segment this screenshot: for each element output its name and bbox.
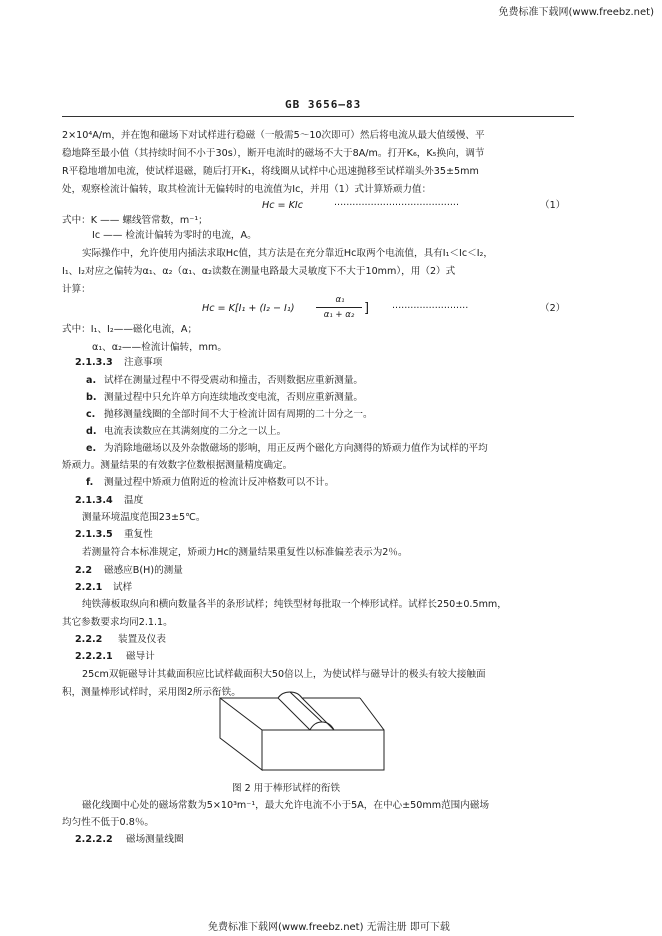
formula-1: Hc = KIc (262, 200, 304, 211)
section-221-line1: 纯铁薄板取纵向和横向数量各半的条形试样；纯铁型材每批取一个棒形试样。试样长250±0.5mm， (82, 599, 507, 610)
section-2135-number: 2.1.3.5 (75, 529, 113, 540)
note-f-text: 测量过程中矫顽力值附近的检流计反冲格数可以不计。 (104, 477, 335, 488)
formula-2-dots: ························· (392, 303, 469, 314)
para3-line2: 均匀性不低于0.8％。 (62, 817, 155, 828)
formula-2-numerator: α₁ (335, 295, 345, 305)
armature-top-right-edge (360, 698, 384, 730)
formula-2-close: ] (364, 301, 370, 316)
note-e-label: e. (86, 443, 97, 454)
note-e-text: 为消除地磁场以及外杂散磁场的影响，用正反两个磁化方向测得的矫顽力值作为试样的平均 (104, 443, 488, 454)
watermark-bottom: 免费标准下载网(www.freebz.net) 无需注册 即可下载 (208, 922, 450, 933)
note-d-label: d. (86, 426, 97, 437)
section-221-title: 试样 (113, 582, 133, 593)
section-2133-title: 注意事项 (124, 357, 163, 368)
section-221-number: 2.2.1 (75, 582, 103, 593)
para1-line3: R平稳地增加电流，使试样退磁，随后打开K₁，将线圈从试样中心迅速抛移至试样端头外35±5mm (62, 166, 479, 177)
note-e-continued: 矫顽力。测量结果的有效数字位数根据测量精度确定。 (62, 460, 293, 471)
formula-2-lhs: Hc = K[I₁ + (I₂ − I₁) (202, 303, 295, 314)
note-a-text: 试样在测量过程中不得受震动和撞击，否则数据应重新测量。 (104, 375, 364, 386)
para2-line1: 实际操作中，允许使用内插法求取Hc值，其方法是在充分靠近Hc取两个电流值，具有I₁＜Ic＜I₂， (82, 248, 493, 259)
where-2b: α₁、α₂——检流计偏转，mm。 (92, 342, 227, 353)
section-222-number: 2.2.2 (75, 634, 103, 645)
armature-groove-line-2 (302, 698, 334, 730)
para1-line2: 稳地降至最小值（其持续时间不小于30s），断开电流时的磁场不大于8A/m。打开K₆，K₅换向，调节 (62, 148, 485, 159)
para1-line1: 2×10⁴A/m，并在饱和磁场下对试样进行稳磁（一般需5～10次即可）然后将电流从最大值缓慢、平 (62, 130, 485, 141)
note-d-text: 电流表读数应在其满刻度的二分之一以上。 (104, 426, 287, 437)
section-22-title: 磁感应B(H)的测量 (104, 565, 183, 576)
where-2: 式中：I₁、I₂——磁化电流，A； (62, 324, 198, 335)
section-2221-line1: 25cm双轭磁导计其截面积应比试样截面积大50倍以上，为使试样与磁导计的极头有较大接触面 (82, 669, 486, 680)
para3-line1: 磁化线圈中心处的磁场常数为5×10³m⁻¹，最大允许电流不小于5A，在中心±50mm范围内磁场 (82, 800, 490, 811)
armature-side-face (220, 698, 262, 770)
note-b-label: b. (86, 392, 97, 403)
note-c-text: 抛移测量线圈的全部时间不大于检流计固有周期的二十分之一。 (104, 409, 373, 420)
where-1b: Ic —— 检流计偏转为零时的电流，A。 (92, 230, 257, 241)
para2-line3: 计算： (62, 284, 91, 295)
armature-front-face (262, 730, 384, 770)
header-rule (62, 116, 574, 117)
armature-groove-line-1 (278, 698, 310, 730)
section-221-line2: 其它参数要求均同2.1.1。 (62, 617, 173, 628)
armature-figure (210, 688, 400, 776)
para2-line2: I₁、I₂对应之偏转为α₁、α₂（α₁、α₂读数在测量电路最大灵敏度下不大于10mm），用（2）式 (62, 266, 456, 277)
section-2133-number: 2.1.3.3 (75, 357, 113, 368)
watermark-top: 免费标准下载网(www.freebz.net) (498, 7, 654, 18)
where-1: 式中：K —— 螺线管常数，m⁻¹； (62, 215, 208, 226)
note-b-text: 测量过程中只允许单方向连续地改变电流，否则应重新测量。 (104, 392, 364, 403)
section-2221-line2: 积，测量棒形试样时，采用图2所示衔铁。 (62, 687, 241, 698)
section-22-number: 2.2 (75, 565, 92, 576)
section-222-title: 装置及仪表 (118, 634, 166, 645)
note-c-label: c. (86, 409, 96, 420)
note-a-label: a. (86, 375, 97, 386)
section-2134-text: 测量环境温度范围23±5℃。 (82, 512, 206, 523)
page-header: GB 3656—83 (285, 98, 362, 111)
section-2221-number: 2.2.2.1 (75, 651, 113, 662)
formula-2-denominator: α₁ + α₂ (323, 310, 355, 320)
formula-1-number: （1） (540, 200, 566, 211)
formula-2-number: （2） (540, 303, 566, 314)
formula-1-dots: ········································· (334, 200, 460, 211)
section-2135-text: 若测量符合本标准规定，矫顽力Hc的测量结果重复性以标准偏差表示为2％。 (82, 547, 408, 558)
section-2134-number: 2.1.3.4 (75, 495, 113, 506)
armature-groove-line-3 (290, 692, 322, 722)
figure-caption: 图 2 用于棒形试样的衔铁 (232, 783, 341, 794)
section-2222-title: 磁场测量线圈 (126, 834, 184, 845)
note-f-label: f. (86, 477, 94, 488)
section-2222-number: 2.2.2.2 (75, 834, 113, 845)
fraction-bar (316, 307, 362, 308)
section-2134-title: 温度 (124, 495, 144, 506)
para1-line4: 处，观察检流计偏转，取其检流计无偏转时的电流值为Ic，并用（1）式计算矫顽力值： (62, 184, 432, 195)
section-2135-title: 重复性 (124, 529, 153, 540)
section-2221-title: 磁导计 (126, 651, 155, 662)
